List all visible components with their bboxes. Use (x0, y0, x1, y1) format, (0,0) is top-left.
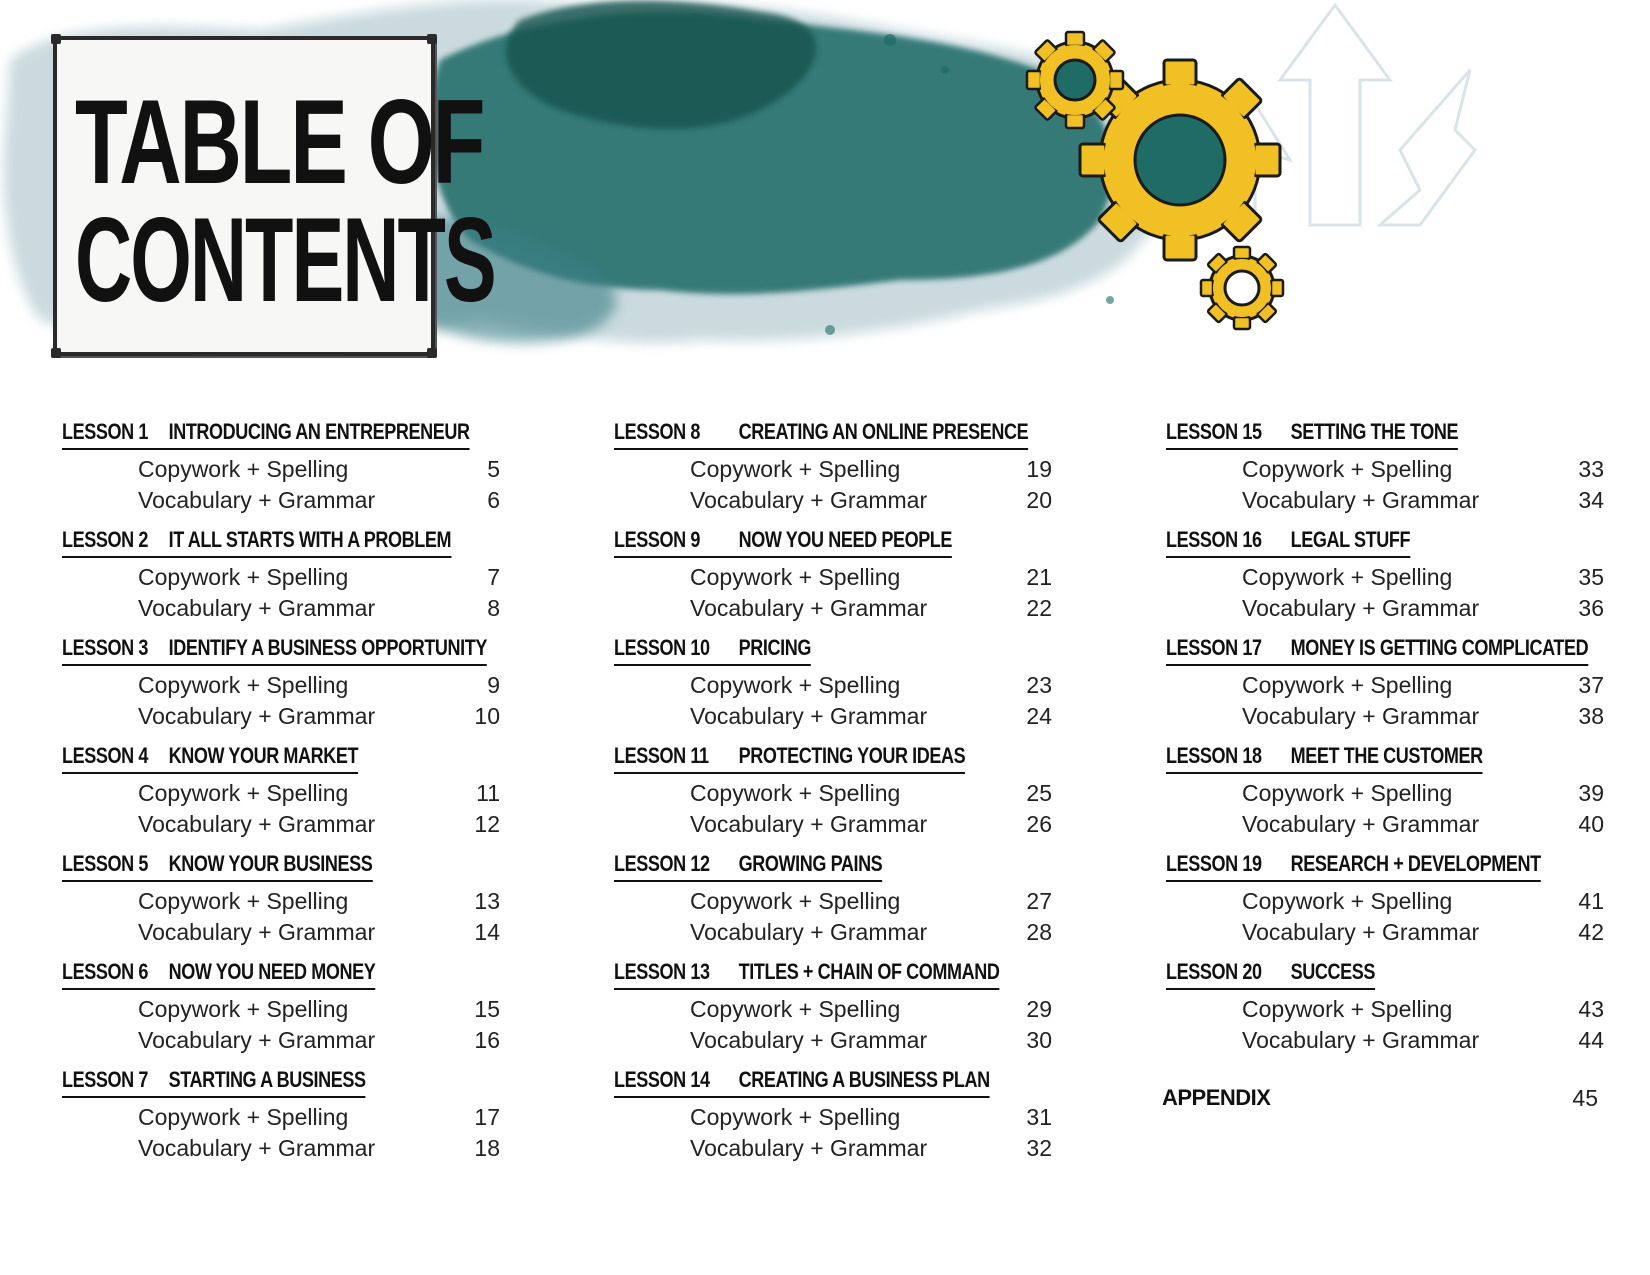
lesson-number: LESSON 8 (614, 419, 700, 444)
lesson-number: LESSON 5 (62, 851, 148, 876)
lesson-title: TITLES + CHAIN OF COMMAND (738, 959, 1000, 984)
toc-item-vocabulary-grammar[interactable]: Vocabulary + Grammar (690, 919, 928, 945)
page-number: 11 (476, 780, 500, 806)
page-number: 41 (1578, 888, 1604, 914)
page-number: 15 (474, 996, 500, 1022)
page-number: 5 (487, 456, 500, 482)
toc-item-copywork-spelling[interactable]: Copywork + Spelling (690, 672, 901, 698)
toc-item-copywork-spelling[interactable]: Copywork + Spelling (690, 456, 901, 482)
toc-item-vocabulary-grammar[interactable]: Vocabulary + Grammar (138, 595, 376, 621)
toc-item-copywork-spelling[interactable]: Copywork + Spelling (1242, 888, 1453, 914)
lesson-title: NOW YOU NEED PEOPLE (738, 527, 953, 552)
toc-item-copywork-spelling[interactable]: Copywork + Spelling (138, 672, 349, 698)
page-number: 38 (1578, 703, 1604, 729)
toc-lesson-entry (62, 418, 500, 525)
page-number: 40 (1578, 811, 1604, 837)
lesson-number: LESSON 14 (614, 1067, 710, 1092)
toc-lesson-entry (1166, 526, 1604, 633)
page-number: 22 (1026, 595, 1052, 621)
lesson-number: LESSON 2 (62, 527, 148, 552)
gear-icon (1027, 32, 1123, 128)
title-card (53, 36, 495, 356)
lesson-number: LESSON 9 (614, 527, 700, 552)
toc-item-vocabulary-grammar[interactable]: Vocabulary + Grammar (138, 1027, 376, 1053)
lesson-number: LESSON 4 (62, 743, 148, 768)
lesson-heading[interactable] (62, 958, 375, 990)
toc-lesson-entry (1166, 742, 1604, 849)
page-number: 28 (1026, 919, 1052, 945)
toc-lesson-entry (614, 418, 1052, 525)
toc-lesson-entry (62, 958, 500, 1065)
lesson-title: PRICING (738, 635, 811, 660)
toc-item-copywork-spelling[interactable]: Copywork + Spelling (690, 996, 901, 1022)
toc-lesson-entry (614, 634, 1052, 741)
page-number: 17 (474, 1104, 500, 1130)
toc-item-copywork-spelling[interactable]: Copywork + Spelling (1242, 996, 1453, 1022)
lesson-heading[interactable] (614, 526, 952, 558)
toc-item-copywork-spelling[interactable]: Copywork + Spelling (690, 888, 901, 914)
toc-item-copywork-spelling[interactable]: Copywork + Spelling (690, 780, 901, 806)
toc-item-copywork-spelling[interactable]: Copywork + Spelling (690, 564, 901, 590)
toc-item-copywork-spelling[interactable]: Copywork + Spelling (1242, 672, 1453, 698)
toc-item-copywork-spelling[interactable]: Copywork + Spelling (1242, 564, 1453, 590)
toc-item-vocabulary-grammar[interactable]: Vocabulary + Grammar (690, 595, 928, 621)
lesson-title: GROWING PAINS (738, 851, 883, 876)
toc-item-vocabulary-grammar[interactable]: Vocabulary + Grammar (1242, 811, 1480, 837)
gear-icon (1201, 247, 1283, 329)
toc-lesson-entry (62, 634, 500, 741)
toc-item-vocabulary-grammar[interactable]: Vocabulary + Grammar (138, 487, 376, 513)
lesson-number: LESSON 12 (614, 851, 710, 876)
toc-item-vocabulary-grammar[interactable]: Vocabulary + Grammar (138, 811, 376, 837)
lesson-heading[interactable] (1166, 634, 1588, 666)
lesson-title: MEET THE CUSTOMER (1290, 743, 1483, 768)
lesson-number: LESSON 6 (62, 959, 148, 984)
toc-item-copywork-spelling[interactable]: Copywork + Spelling (138, 780, 349, 806)
toc-item-vocabulary-grammar[interactable]: Vocabulary + Grammar (690, 1135, 928, 1161)
lesson-number: LESSON 3 (62, 635, 148, 660)
lesson-title: RESEARCH + DEVELOPMENT (1290, 851, 1541, 876)
page-number: 7 (487, 564, 500, 590)
toc-item-vocabulary-grammar[interactable]: Vocabulary + Grammar (690, 1027, 928, 1053)
page-number: 30 (1026, 1027, 1052, 1053)
toc-item-vocabulary-grammar[interactable]: Vocabulary + Grammar (1242, 1027, 1480, 1053)
page-number: 13 (474, 888, 500, 914)
appendix-label[interactable]: APPENDIX (1162, 1085, 1271, 1110)
page-number: 24 (1026, 703, 1052, 729)
lesson-number: LESSON 7 (62, 1067, 148, 1092)
toc-item-vocabulary-grammar[interactable]: Vocabulary + Grammar (138, 703, 376, 729)
lesson-heading[interactable] (62, 1066, 366, 1098)
lesson-title: KNOW YOUR MARKET (168, 743, 359, 768)
toc-item-copywork-spelling[interactable]: Copywork + Spelling (138, 888, 349, 914)
lesson-heading[interactable] (1166, 850, 1541, 882)
page-number: 12 (474, 811, 500, 837)
lesson-number: LESSON 16 (1166, 527, 1262, 552)
page-number: 35 (1578, 564, 1604, 590)
page-number: 19 (1026, 456, 1052, 482)
toc-item-vocabulary-grammar[interactable]: Vocabulary + Grammar (138, 919, 376, 945)
page-number: 18 (474, 1135, 500, 1161)
lesson-heading[interactable] (614, 1066, 990, 1098)
toc-lesson-entry (614, 1066, 1052, 1173)
toc-item-copywork-spelling[interactable]: Copywork + Spelling (1242, 780, 1453, 806)
lesson-title: MONEY IS GETTING COMPLICATED (1290, 635, 1589, 660)
toc-item-copywork-spelling[interactable]: Copywork + Spelling (138, 456, 349, 482)
toc-item-copywork-spelling[interactable]: Copywork + Spelling (1242, 456, 1453, 482)
lesson-heading[interactable] (614, 634, 811, 666)
page-number: 44 (1578, 1027, 1604, 1053)
lesson-number: LESSON 13 (614, 959, 710, 984)
toc-lesson-entry (62, 742, 500, 849)
lesson-number: LESSON 10 (614, 635, 710, 660)
page-number: 20 (1026, 487, 1052, 513)
toc-lesson-entry (62, 526, 500, 633)
toc-lesson-entry (614, 850, 1052, 957)
lesson-heading[interactable] (1166, 418, 1458, 450)
lesson-title: SETTING THE TONE (1290, 419, 1459, 444)
toc-lesson-entry (62, 850, 500, 957)
lesson-title: IDENTIFY A BUSINESS OPPORTUNITY (168, 635, 488, 660)
page-number: 8 (487, 595, 500, 621)
page-number: 32 (1026, 1135, 1052, 1161)
lesson-title: INTRODUCING AN ENTREPRENEUR (168, 419, 470, 444)
lesson-heading[interactable] (62, 418, 470, 450)
toc-lesson-entry (1166, 958, 1604, 1065)
lesson-title: IT ALL STARTS WITH A PROBLEM (168, 527, 452, 552)
lesson-number: LESSON 1 (62, 419, 148, 444)
lesson-number: LESSON 11 (614, 743, 709, 768)
page-number: 23 (1026, 672, 1052, 698)
lesson-number: LESSON 17 (1166, 635, 1262, 660)
lesson-number: LESSON 18 (1166, 743, 1262, 768)
page-number: 16 (474, 1027, 500, 1053)
toc-item-vocabulary-grammar[interactable]: Vocabulary + Grammar (138, 1135, 376, 1161)
page-number: 34 (1578, 487, 1604, 513)
page-number: 33 (1578, 456, 1604, 482)
lesson-title: PROTECTING YOUR IDEAS (738, 743, 966, 768)
page-number: 36 (1578, 595, 1604, 621)
toc-item-vocabulary-grammar[interactable]: Vocabulary + Grammar (1242, 703, 1480, 729)
page-number: 6 (487, 487, 500, 513)
lesson-title: STARTING A BUSINESS (168, 1067, 366, 1092)
toc-item-vocabulary-grammar[interactable]: Vocabulary + Grammar (690, 487, 928, 513)
page-number: 10 (474, 703, 500, 729)
page-number: 39 (1578, 780, 1604, 806)
page-number: 29 (1026, 996, 1052, 1022)
toc-item-vocabulary-grammar[interactable]: Vocabulary + Grammar (690, 811, 928, 837)
toc-lesson-entry (614, 958, 1052, 1065)
lesson-heading[interactable] (614, 850, 882, 882)
page-number: 26 (1026, 811, 1052, 837)
toc-item-copywork-spelling[interactable]: Copywork + Spelling (138, 996, 349, 1022)
toc-lesson-entry (1166, 850, 1604, 957)
toc-lesson-entry (614, 526, 1052, 633)
lesson-title: CREATING A BUSINESS PLAN (738, 1067, 990, 1092)
lesson-heading[interactable] (614, 742, 965, 774)
page-number: 42 (1578, 919, 1604, 945)
toc-lesson-entry (1166, 418, 1604, 525)
appendix-page-number: 45 (1572, 1085, 1598, 1111)
page-number: 27 (1026, 888, 1052, 914)
toc-item-copywork-spelling[interactable]: Copywork + Spelling (690, 1104, 901, 1130)
lesson-heading[interactable] (62, 742, 358, 774)
lesson-heading[interactable] (1166, 742, 1483, 774)
lesson-heading[interactable] (614, 418, 1028, 450)
toc-item-vocabulary-grammar[interactable]: Vocabulary + Grammar (1242, 595, 1480, 621)
lesson-title: SUCCESS (1290, 959, 1375, 984)
page-title-line1: TABLE OF (75, 75, 484, 209)
toc-item-vocabulary-grammar[interactable]: Vocabulary + Grammar (1242, 919, 1480, 945)
toc-lesson-entry (614, 742, 1052, 849)
page-number: 43 (1578, 996, 1604, 1022)
lesson-heading[interactable] (614, 958, 999, 990)
lesson-title: LEGAL STUFF (1290, 527, 1411, 552)
page-number: 21 (1026, 564, 1052, 590)
lesson-title: CREATING AN ONLINE PRESENCE (738, 419, 1029, 444)
page-number: 31 (1026, 1104, 1052, 1130)
lesson-heading[interactable] (62, 634, 487, 666)
lesson-title: KNOW YOUR BUSINESS (168, 851, 373, 876)
lesson-heading[interactable] (1166, 526, 1410, 558)
page-number: 14 (474, 919, 500, 945)
page-number: 37 (1578, 672, 1604, 698)
toc-item-vocabulary-grammar[interactable]: Vocabulary + Grammar (690, 703, 928, 729)
page-number: 25 (1026, 780, 1052, 806)
lesson-heading[interactable] (1166, 958, 1375, 990)
toc-item-copywork-spelling[interactable]: Copywork + Spelling (138, 564, 349, 590)
lesson-heading[interactable] (62, 526, 451, 558)
page-title-line2: CONTENTS (75, 193, 495, 327)
lesson-number: LESSON 15 (1166, 419, 1262, 444)
toc-lesson-entry (62, 1066, 500, 1173)
toc-lesson-entry (1166, 634, 1604, 741)
toc-item-copywork-spelling[interactable]: Copywork + Spelling (138, 1104, 349, 1130)
page-number: 9 (487, 672, 500, 698)
lesson-number: LESSON 19 (1166, 851, 1262, 876)
lesson-number: LESSON 20 (1166, 959, 1262, 984)
toc-item-vocabulary-grammar[interactable]: Vocabulary + Grammar (1242, 487, 1480, 513)
lesson-title: NOW YOU NEED MONEY (168, 959, 376, 984)
lesson-heading[interactable] (62, 850, 372, 882)
